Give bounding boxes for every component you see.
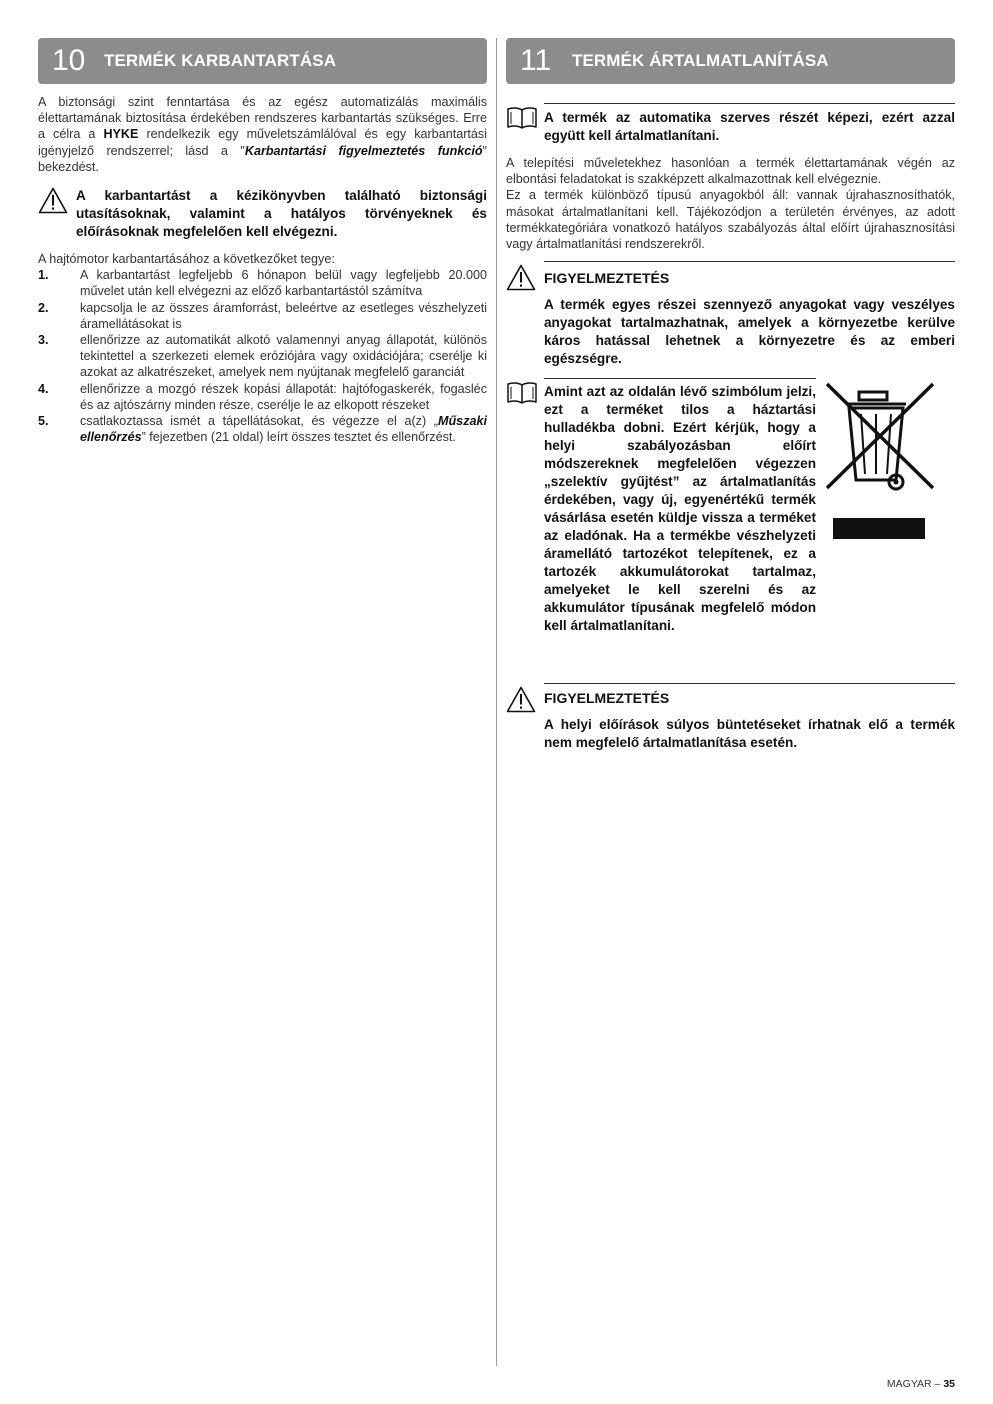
warning-triangle-icon [506,683,544,718]
list-item [38,267,487,299]
warning-triangle-icon [506,261,544,296]
maintenance-steps [38,267,487,445]
step-text [80,413,487,445]
manual-book-icon [506,103,544,135]
warning-block-1 [506,261,955,368]
disposal-paragraph-2: Ez a termék különböző típusú anyagokból áll: vannak újrahasznosíthatók, másokat ártalmatlanítani kell. Tájékozódjon a területén érvényes, az adott termékkategóriára vonatkozó hatályos szabályozás által előírt újrahasznosítási vagy ártalmatlanítási rendszerekről. [506,188,955,252]
step-number: 4. [38,381,49,396]
step5-text-2: ” fejezetben (21 oldal) leírt összes tesztet és ellenőrzést. [141,430,456,445]
intro-paragraph [38,94,487,175]
warning-title: FIGYELMEZTETÉS [544,270,670,287]
step-text: kapcsolja le az összes áramforrást, beleértve az esetleges vészhelyzeti áramellátásokat is [80,300,487,331]
step-number: 1. [38,268,49,283]
list-item [38,300,487,332]
step-text: ellenőrizze a mozgó részek kopási állapotát: hajtófogaskerék, fogasléc és az ajtószárny minden része, cserélje le az elkopott részeket [80,381,487,412]
steps-intro: A hajtómotor karbantartásához a következőket tegye: [38,252,335,267]
intro-text-3: " bekezdést. [38,143,487,174]
brand-name: HYKE [103,127,139,142]
step-text: A karbantartást legfeljebb 6 hónapon belül vagy legfeljebb 20.000 művelet után kell elvégezni az előző karbantartástól számítva [80,268,487,299]
step-number: 2. [38,300,49,315]
section-header [506,38,955,84]
page-number: 35 [943,1378,955,1390]
intro-text-1: A biztonsági szint fenntartása és az egész automatizálás maximális élettartamának biztosítása érdekében rendszeres karbantartás szükséges. Erre a célra a [38,95,487,142]
weee-notice [506,378,955,635]
section-maintenance [38,38,487,445]
crossed-bin-icon [816,378,955,635]
warning-block-2 [506,683,955,752]
intro-text-2: rendelkezik egy műveletszámlálóval és egy karbantartási igényjelző rendszerrel; lásd a " [38,127,487,158]
warning-text: A termék egyes részei szennyező anyagokat vagy veszélyes anyagokat tartalmazhatnak, amelyek a környezetbe kerülve káros hatással lehetnek a környezetre és az emberi egészségre. [544,297,955,367]
warning-title: FIGYELMEZTETÉS [544,690,670,707]
intro-reference: Karbantartási figyelmeztetés funkció [244,143,483,158]
manual-book-icon [506,378,544,410]
list-item [38,332,487,381]
weee-notice-text: Amint azt az oldalán lévő szimbólum jelzi, ezt a terméket tilos a háztartási hulladékba dobni. Ezért kérjük, hogy a helyi szabályozásban előírt módszereknek megfelelően végezzen „szelektív gyűjtést” az ártalmatlanítás érdekében, vagy új, egyenértékű termék vásárlása esetén küldje vissza a terméket az eladónak. Ha a termékbe vészhelyzeti áramellátó tartozékot telepítenek, ez a tartozék akkumulátorokat tartalmaz, amelyeket le kell szerelni és az akkumulátor típusának megfelelő módon kell ártalmatlanítani. [544,384,816,634]
safety-notice-text: A karbantartást a kézikönyvben található biztonsági utasításoknak, valamint a hatályos törvényeknek és előírásoknak megfelelően kell elvégezni. [76,188,487,240]
manual-notice [506,103,955,145]
column-divider [496,38,497,1366]
section-title: TERMÉK ÁRTALMATLANÍTÁSA [572,51,829,70]
step-text: ellenőrizze az automatikát alkotó valamennyi anyag állapotát, különös tekintettel a szerkezeti elemek eróziójára vagy oxidációjára; cserélje ki azokat az alkatrészeket, amelyek nem nyújtanak megfelelő garanciát [80,333,487,380]
step-number: 3. [38,333,49,348]
section-disposal [506,38,955,752]
list-item [38,413,487,445]
safety-notice [38,187,487,241]
disposal-paragraph-1: A telepítési műveletekhez hasonlóan a termék élettartamának végén az elbontási feladatokat is szakképzett alkalmazottnak kell elvégeznie. [506,156,955,187]
section-number: 10 [52,44,86,77]
list-item [38,381,487,413]
step5-text-1: csatlakoztassa ismét a tápellátásokat, és végezze el a(z) „ [80,414,438,429]
step5-reference: Műszaki ellenőrzés [80,414,487,445]
warning-triangle-icon [38,187,76,219]
manual-notice-text: A termék az automatika szerves részét képezi, ezért azzal együtt kell ártalmatlanítani. [544,110,955,143]
step-number: 5. [38,414,49,429]
page-footer [887,1378,955,1390]
footer-language: MAGYAR – [886,1378,941,1390]
section-number: 11 [520,44,552,77]
section-header [38,38,487,84]
section-title: TERMÉK KARBANTARTÁSA [104,51,337,70]
warning-text: A helyi előírások súlyos büntetéseket írhatnak elő a termék nem megfelelő ártalmatlanítása esetén. [544,717,955,751]
